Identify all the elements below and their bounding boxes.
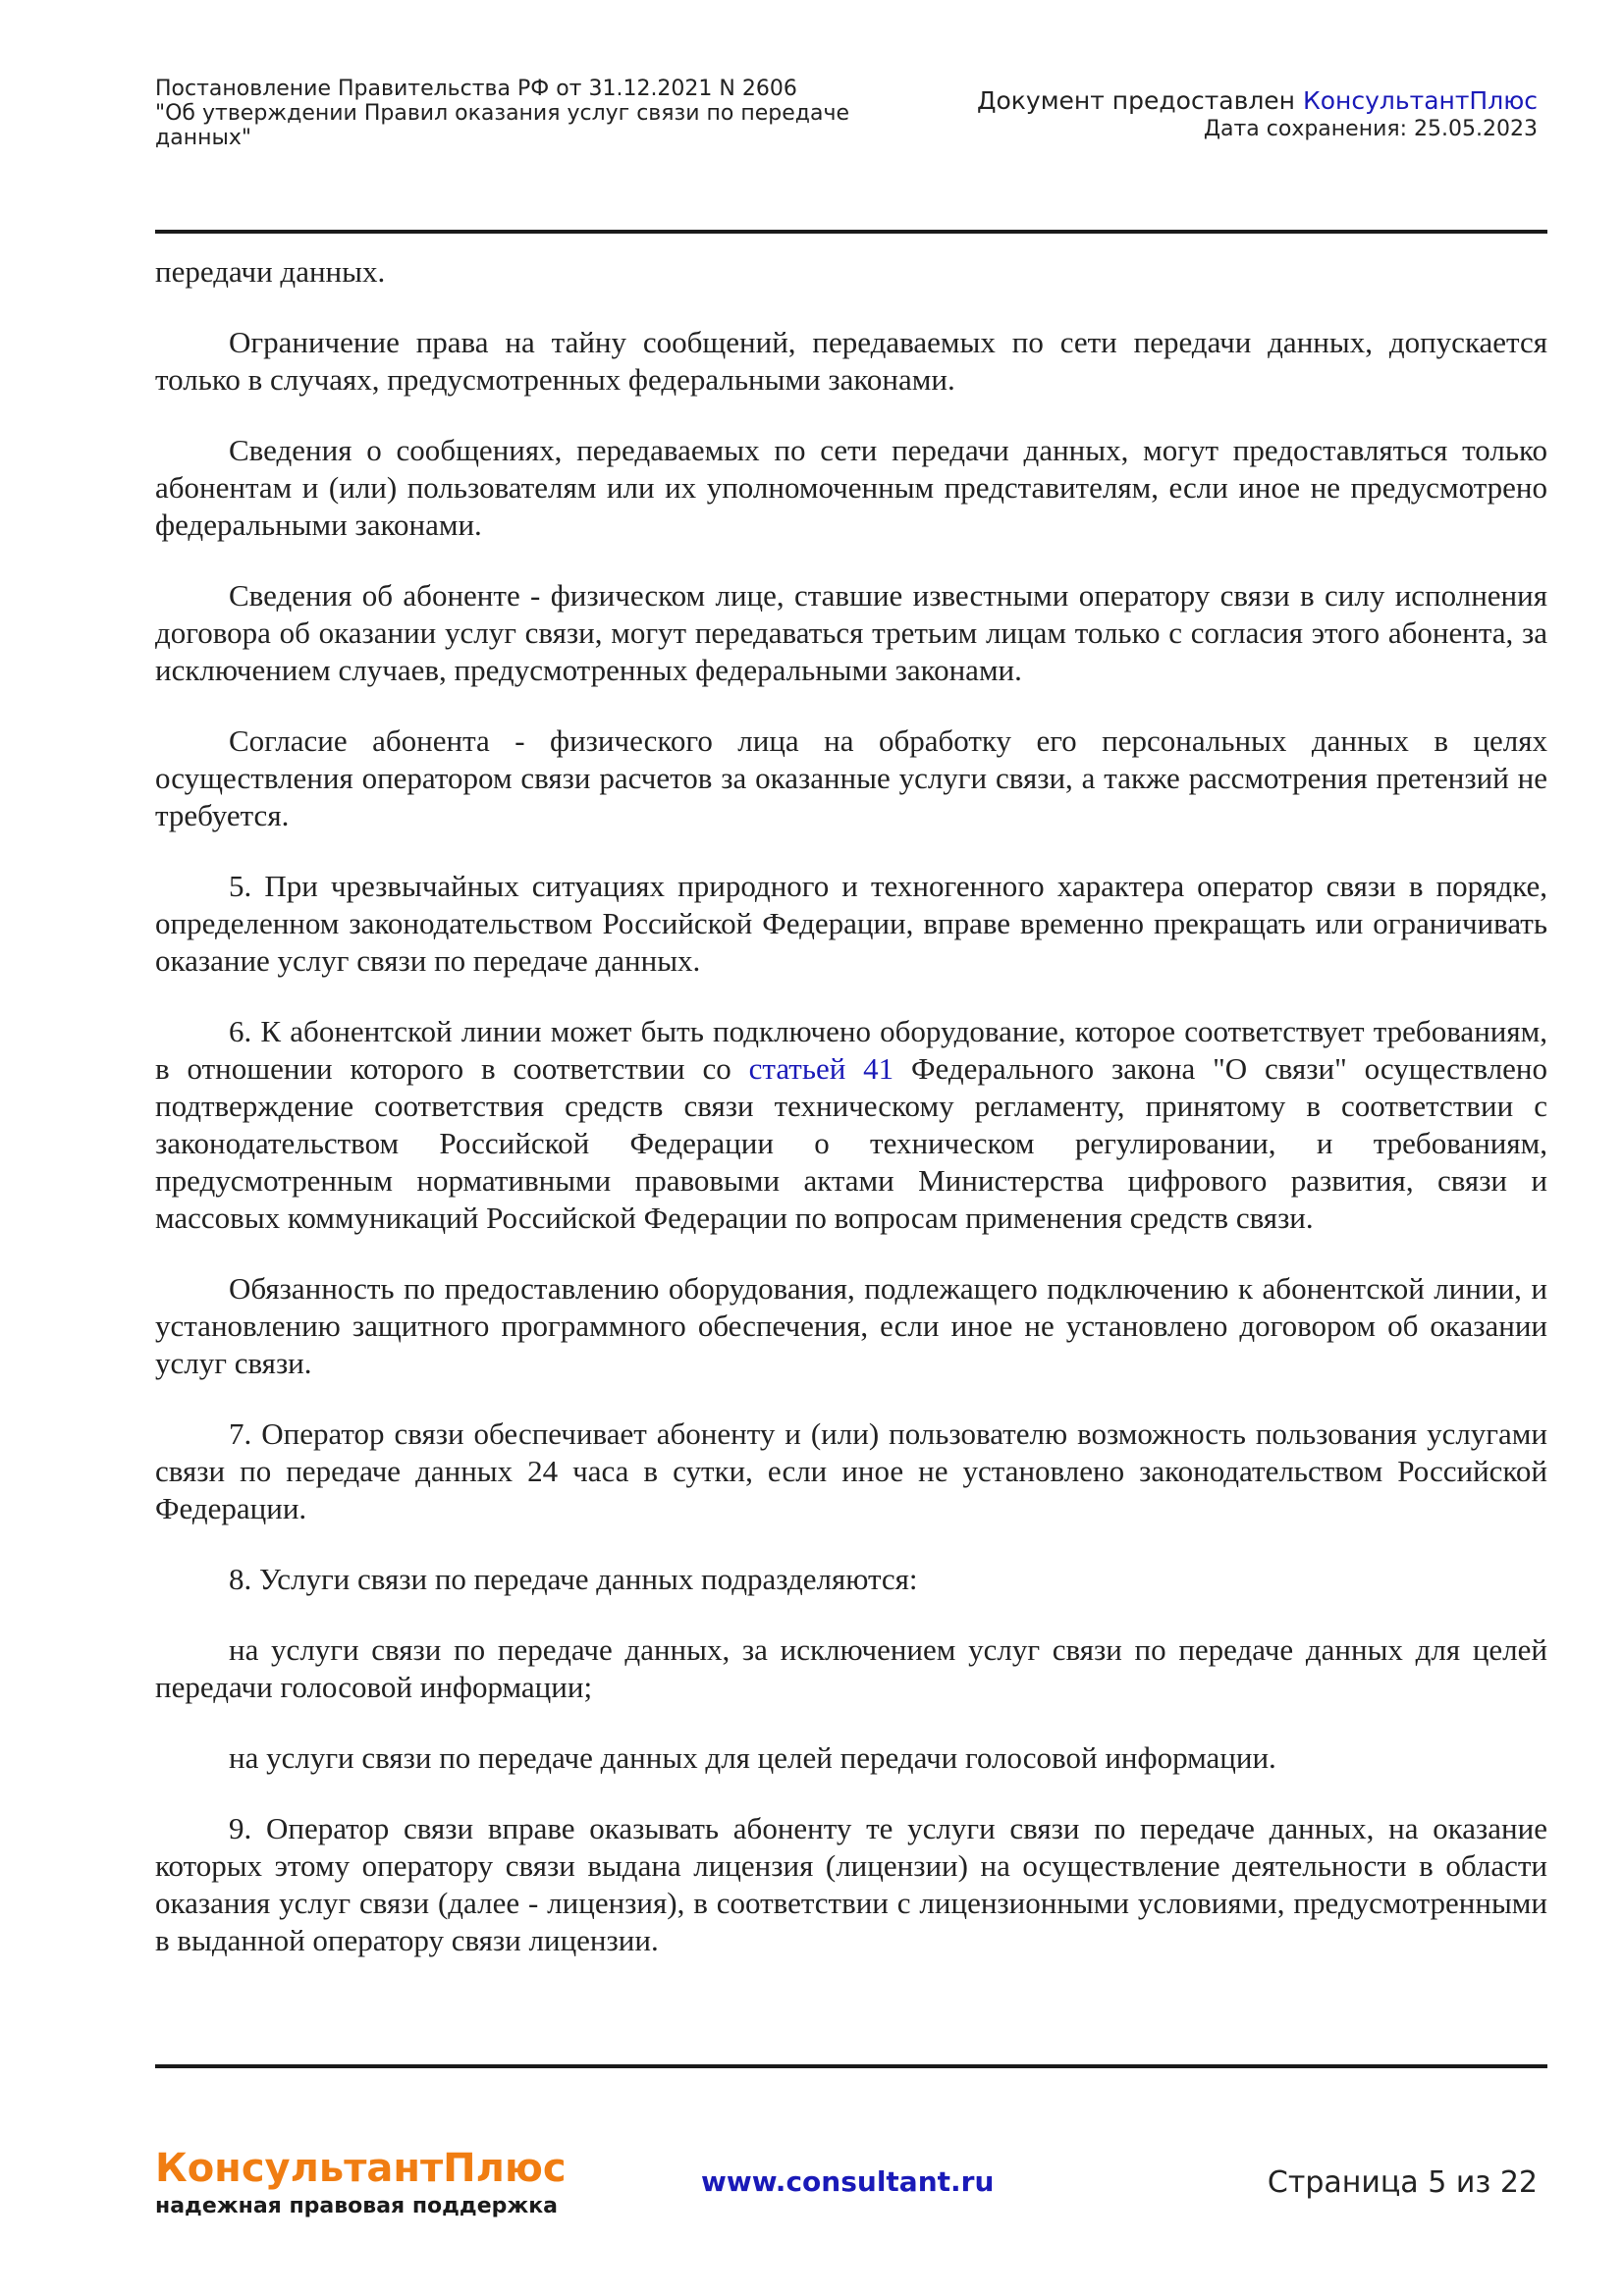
paragraph-text: 6. К абонентской линии может быть подключено оборудование, которое соответствует требованиям, в отношении которого в соответствии со <box>155 1014 1547 1086</box>
paragraph-text: Федерального закона "О связи" осуществлено подтверждение соответствия средств связи техническому регламенту, принятому в соответствии с законодательством Российской Федерации о техническом регулировании, и требованиям, предусмотренным нормативными правовыми актами Министерства цифрового развития, связи и массовых коммуникаций Российской Федерации по вопросам применения средств связи. <box>155 1051 1548 1235</box>
paragraph: на услуги связи по передаче данных для целей передачи голосовой информации. <box>229 1740 1276 1775</box>
paragraph: Сведения о сообщениях, передаваемых по сети передачи данных, могут предоставляться только абонентам и (или) пользователям или их уполномоченным представителям, если иное не предусмотрено федеральными законами. <box>155 433 1547 542</box>
document-title-line-2: "Об утверждении Правил оказания услуг связи по передаче <box>155 101 849 126</box>
document-title <box>155 77 901 150</box>
paragraph: на услуги связи по передаче данных, за исключением услуг связи по передаче данных для целей передачи голосовой информации; <box>155 1632 1547 1704</box>
document-source-info <box>977 86 1538 143</box>
provided-by-line <box>977 86 1538 116</box>
article-41-link[interactable]: статьей 41 <box>748 1051 894 1086</box>
paragraph-item-9: 9. Оператор связи вправе оказывать абоненту те услуги связи по передаче данных, на оказание которых этому оператору связи выдана лицензия (лицензии) на осуществление деятельности в области оказания услуг связи (далее - лицензия), в соответствии с лицензионными условиями, предусмотренными в выданной оператору связи лицензии. <box>155 1811 1547 1957</box>
paragraph: передачи данных. <box>155 254 386 289</box>
paragraph: Согласие абонента - физического лица на обработку его персональных данных в целях осуществления оператором связи расчетов за оказанные услуги связи, а также рассмотрения претензий не требуется. <box>155 723 1547 832</box>
footer-divider <box>155 2064 1547 2068</box>
document-title-line-1: Постановление Правительства РФ от 31.12.2021 N 2606 <box>155 77 797 101</box>
paragraph-item-5: 5. При чрезвычайных ситуациях природного и техногенного характера оператор связи в порядке, определенном законодательством Российской Федерации, вправе временно прекращать или ограничивать оказание услуг связи по передаче данных. <box>155 869 1547 978</box>
site-url-link[interactable]: www.consultant.ru <box>701 2165 995 2198</box>
provider-link[interactable]: КонсультантПлюс <box>1302 86 1538 115</box>
paragraph-item-7: 7. Оператор связи обеспечивает абоненту и (или) пользователю возможность пользования услугами связи по передаче данных 24 часа в сутки, если иное не установлено законодательством Российской Федерации. <box>155 1416 1547 1525</box>
provided-by-text: Документ предоставлен <box>976 86 1296 115</box>
paragraph: Ограничение права на тайну сообщений, передаваемых по сети передачи данных, допускается только в случаях, предусмотренных федеральными законами. <box>155 325 1547 397</box>
brand-name: КонсультантПлюс <box>155 2146 567 2191</box>
brand-tagline: надежная правовая поддержка <box>155 2194 559 2218</box>
paragraph: Сведения об абоненте - физическом лице, ставшие известными оператору связи в силу исполнения договора об оказании услуг связи, могут передаваться третьим лицам только с согласия этого абонента, за исключением случаев, предусмотренных федеральными законами. <box>155 578 1547 687</box>
paragraph-item-6 <box>155 1013 1547 1237</box>
save-date: Дата сохранения: 25.05.2023 <box>1203 117 1538 141</box>
paragraph-item-8: 8. Услуги связи по передаче данных подразделяются: <box>229 1562 918 1596</box>
page-number: Страница 5 из 22 <box>1267 2165 1538 2200</box>
header-divider <box>155 230 1547 234</box>
document-body <box>155 253 1547 1993</box>
document-title-line-3: данных" <box>155 126 251 150</box>
paragraph: Обязанность по предоставлению оборудования, подлежащего подключению к абонентской линии, и установлению защитного программного обеспечения, если иное не установлено договором об оказании услуг связи. <box>155 1271 1547 1380</box>
footer-brand-logo <box>155 2146 567 2220</box>
